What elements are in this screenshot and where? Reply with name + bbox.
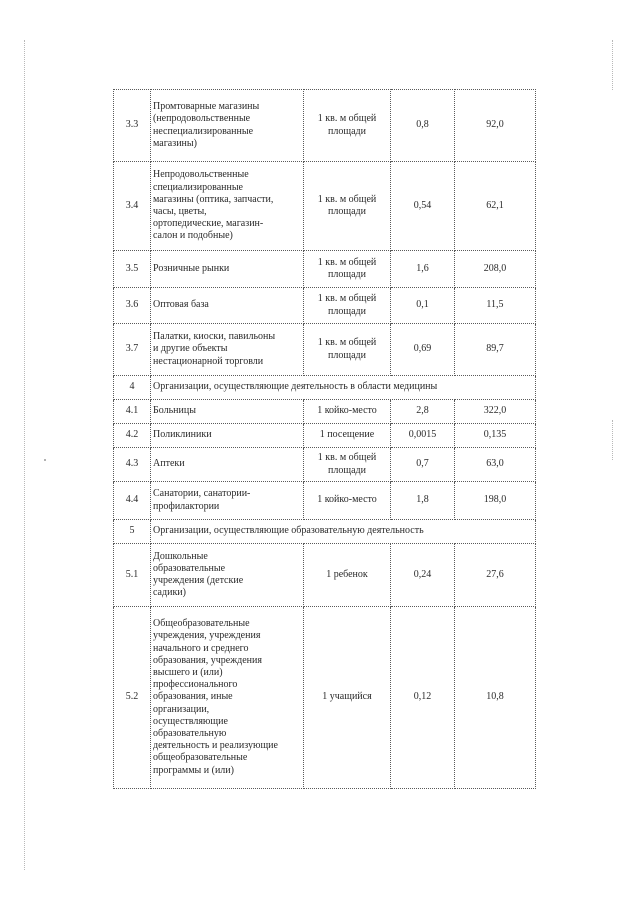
value-first: 1,8 xyxy=(391,482,455,520)
value-second: 63,0 xyxy=(455,448,536,482)
value-first: 1,6 xyxy=(391,251,455,288)
value-second: 322,0 xyxy=(455,400,536,424)
row-number: 4.1 xyxy=(114,400,151,424)
value-second: 198,0 xyxy=(455,482,536,520)
table-row xyxy=(114,544,536,607)
value-first: 0,0015 xyxy=(391,424,455,448)
row-number: 5.2 xyxy=(114,607,151,789)
value-first: 0,8 xyxy=(391,90,455,162)
scan-edge-line-left xyxy=(24,40,25,870)
norms-table xyxy=(113,89,536,789)
object-name: Палатки, киоски, павильоны и другие объекты нестационарной торговли xyxy=(151,324,304,376)
value-first: 0,1 xyxy=(391,288,455,324)
section-row xyxy=(114,376,536,400)
row-number: 5.1 xyxy=(114,544,151,607)
object-name: Оптовая база xyxy=(151,288,304,324)
value-first: 2,8 xyxy=(391,400,455,424)
table-row xyxy=(114,251,536,288)
object-name: Розничные рынки xyxy=(151,251,304,288)
object-name: Санатории, санатории- профилактории xyxy=(151,482,304,520)
row-number: 3.6 xyxy=(114,288,151,324)
value-second: 208,0 xyxy=(455,251,536,288)
table-row xyxy=(114,162,536,251)
scan-edge-line-right-top xyxy=(612,40,613,90)
table-row xyxy=(114,324,536,376)
unit-of-measure: 1 учащийся xyxy=(304,607,391,789)
table-row xyxy=(114,448,536,482)
scan-edge-line-right-mid xyxy=(612,420,613,460)
object-name: Общеобразовательные учреждения, учреждения начального и среднего образования, учреждения высшего и (или) профессионального образования, иные организации, осуществляющие образовательную деятельность и реализующие общеобразовательные программы и (или) xyxy=(151,607,304,789)
object-name: Дошкольные образовательные учреждения (детские садики) xyxy=(151,544,304,607)
section-title: Организации, осуществляющие деятельность в области медицины xyxy=(151,376,536,400)
value-first: 0,69 xyxy=(391,324,455,376)
table-row xyxy=(114,607,536,789)
unit-of-measure: 1 кв. м общей площади xyxy=(304,448,391,482)
unit-of-measure: 1 койко-место xyxy=(304,482,391,520)
value-first: 0,7 xyxy=(391,448,455,482)
unit-of-measure: 1 кв. м общей площади xyxy=(304,251,391,288)
row-number: 3.5 xyxy=(114,251,151,288)
value-first: 0,54 xyxy=(391,162,455,251)
table-row xyxy=(114,424,536,448)
value-first: 0,24 xyxy=(391,544,455,607)
object-name: Аптеки xyxy=(151,448,304,482)
value-second: 10,8 xyxy=(455,607,536,789)
section-number: 4 xyxy=(114,376,151,400)
section-title: Организации, осуществляющие образовательную деятельность xyxy=(151,520,536,544)
scan-speck xyxy=(44,459,46,461)
section-number: 5 xyxy=(114,520,151,544)
unit-of-measure: 1 кв. м общей площади xyxy=(304,324,391,376)
unit-of-measure: 1 кв. м общей площади xyxy=(304,162,391,251)
object-name: Промтоварные магазины (непродовольственные неспециализированные магазины) xyxy=(151,90,304,162)
section-row xyxy=(114,520,536,544)
row-number: 4.2 xyxy=(114,424,151,448)
value-second: 27,6 xyxy=(455,544,536,607)
value-second: 11,5 xyxy=(455,288,536,324)
value-second: 62,1 xyxy=(455,162,536,251)
table-row xyxy=(114,90,536,162)
value-second: 92,0 xyxy=(455,90,536,162)
unit-of-measure: 1 посещение xyxy=(304,424,391,448)
unit-of-measure: 1 ребенок xyxy=(304,544,391,607)
table-row xyxy=(114,482,536,520)
value-second: 89,7 xyxy=(455,324,536,376)
row-number: 3.4 xyxy=(114,162,151,251)
unit-of-measure: 1 койко-место xyxy=(304,400,391,424)
object-name: Поликлиники xyxy=(151,424,304,448)
value-first: 0,12 xyxy=(391,607,455,789)
object-name: Больницы xyxy=(151,400,304,424)
row-number: 3.3 xyxy=(114,90,151,162)
table-row xyxy=(114,288,536,324)
row-number: 4.3 xyxy=(114,448,151,482)
table-row xyxy=(114,400,536,424)
unit-of-measure: 1 кв. м общей площади xyxy=(304,288,391,324)
row-number: 3.7 xyxy=(114,324,151,376)
row-number: 4.4 xyxy=(114,482,151,520)
unit-of-measure: 1 кв. м общей площади xyxy=(304,90,391,162)
object-name: Непродовольственные специализированные магазины (оптика, запчасти, часы, цветы, ортопедические, магазин- салон и подобные) xyxy=(151,162,304,251)
value-second: 0,135 xyxy=(455,424,536,448)
